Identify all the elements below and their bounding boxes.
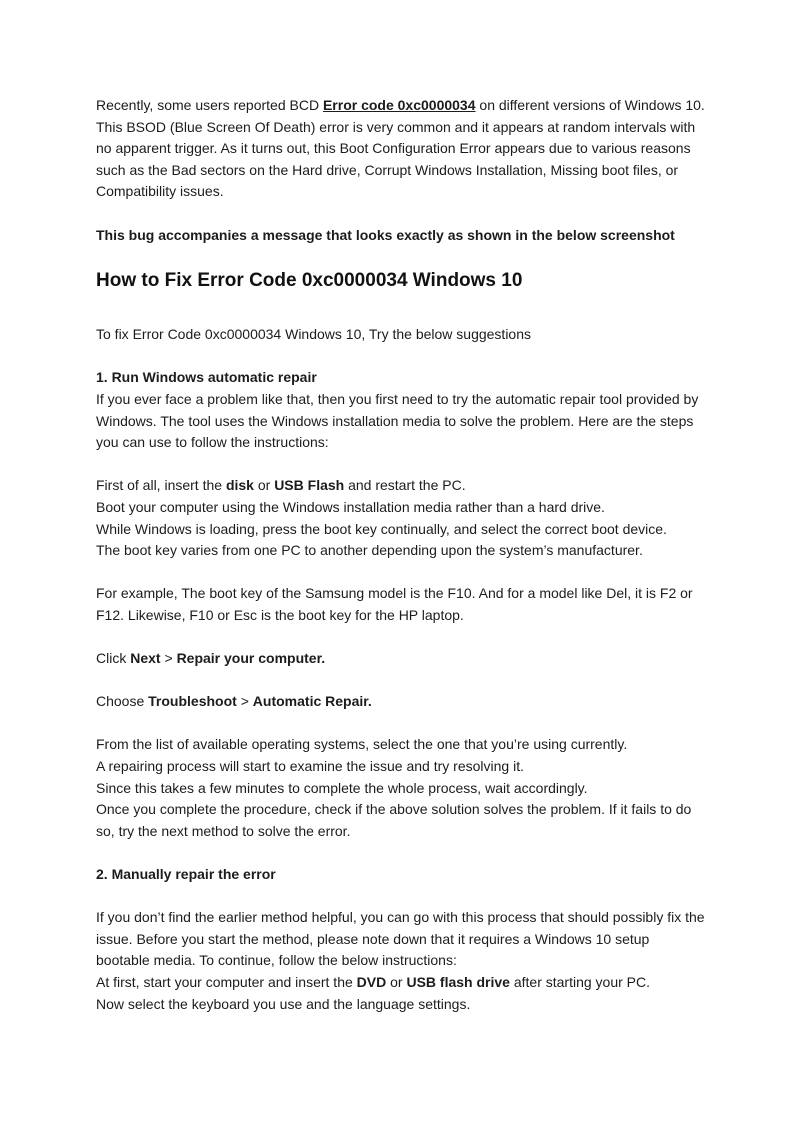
method2-step2: Now select the keyboard you use and the language settings. xyxy=(96,995,471,1012)
or-text: or xyxy=(253,477,275,494)
m2-step1-text: At first, start your computer and insert the xyxy=(96,973,357,990)
repair-computer-term: Repair your computer. xyxy=(176,650,326,667)
method1-final4: Once you complete the procedure, check if the above solution solves the problem. If it fails to do so, try the next method to solve the error. xyxy=(96,801,692,839)
choose-separator: > xyxy=(236,693,253,710)
method2-description: If you don’t find the earlier method helpful, you can go with this process that should possibly fix the issue. Before you start the method, please note down that it requires a Windows 10 setup bootable media. To continue, follow the below instructions: xyxy=(96,909,705,969)
method2-title: 2. Manually repair the error xyxy=(96,866,276,882)
method1-example: For example, The boot key of the Samsung model is the F10. And for a model like Del, it is F2 or F12. Likewise, F10 or Esc is the boot key for the HP laptop. xyxy=(96,585,693,623)
intro-text-after: on different versions of Windows 10. This BSOD (Blue Screen Of Death) error is very common and it appears at random intervals with no apparent trigger. As it turns out, this Boot Configuration Error appears due to various reasons such as the Bad sectors on the Hard drive, Corrupt Windows Installation, Missing boot files, or Compatibility issues. xyxy=(96,97,705,200)
intro-paragraph xyxy=(96,95,706,203)
click-label: Click xyxy=(96,650,131,667)
article-body xyxy=(96,95,706,1015)
choose-instruction xyxy=(96,691,706,713)
dvd-term: DVD xyxy=(356,973,387,990)
method2-step1 xyxy=(96,972,706,994)
method1-description: If you ever face a problem like that, then you first need to try the automatic repair tool provided by Windows. The tool uses the Windows installation media to solve the problem. Here are the steps you can use to follow the instructions: xyxy=(96,390,699,451)
usb-flash-drive-term: USB flash drive xyxy=(406,973,510,990)
automatic-repair-term: Automatic Repair. xyxy=(252,693,372,710)
click-instruction xyxy=(96,648,706,670)
method1-step4: The boot key varies from one PC to another depending upon the system’s manufacturer. xyxy=(96,542,643,559)
choose-label: Choose xyxy=(96,693,149,710)
next-term: Next xyxy=(130,650,161,667)
error-code-link[interactable]: Error code 0xc0000034 xyxy=(322,97,476,113)
method1-final2: A repairing process will start to examine the issue and try resolving it. xyxy=(96,758,524,775)
troubleshoot-term: Troubleshoot xyxy=(148,693,237,710)
method1-final3: Since this takes a few minutes to complete the whole process, wait accordingly. xyxy=(96,779,588,796)
method1-step3: While Windows is loading, press the boot key continually, and select the correct boot device. xyxy=(96,520,667,537)
method1-step2: Boot your computer using the Windows installation media rather than a hard drive. xyxy=(96,498,605,515)
step1-tail: and restart the PC. xyxy=(344,477,466,494)
bug-note: This bug accompanies a message that looks exactly as shown in the below screenshot xyxy=(96,226,675,243)
page-heading: How to Fix Error Code 0xc0000034 Windows 10 xyxy=(96,270,523,292)
intro-text-before: Recently, some users reported BCD xyxy=(96,97,323,113)
m2-step1-tail: after starting your PC. xyxy=(509,973,651,990)
disk-term: disk xyxy=(225,477,254,494)
usb-flash-term: USB Flash xyxy=(274,477,345,494)
m2-or-text: or xyxy=(386,973,407,990)
method1-step1 xyxy=(96,475,706,497)
method1-final1: From the list of available operating systems, select the one that you’re using currently. xyxy=(96,736,628,753)
step1-text: First of all, insert the xyxy=(96,477,226,494)
suggestions-intro: To fix Error Code 0xc0000034 Windows 10, Try the below suggestions xyxy=(96,326,532,343)
click-separator: > xyxy=(160,650,177,667)
method1-title: 1. Run Windows automatic repair xyxy=(96,369,317,386)
